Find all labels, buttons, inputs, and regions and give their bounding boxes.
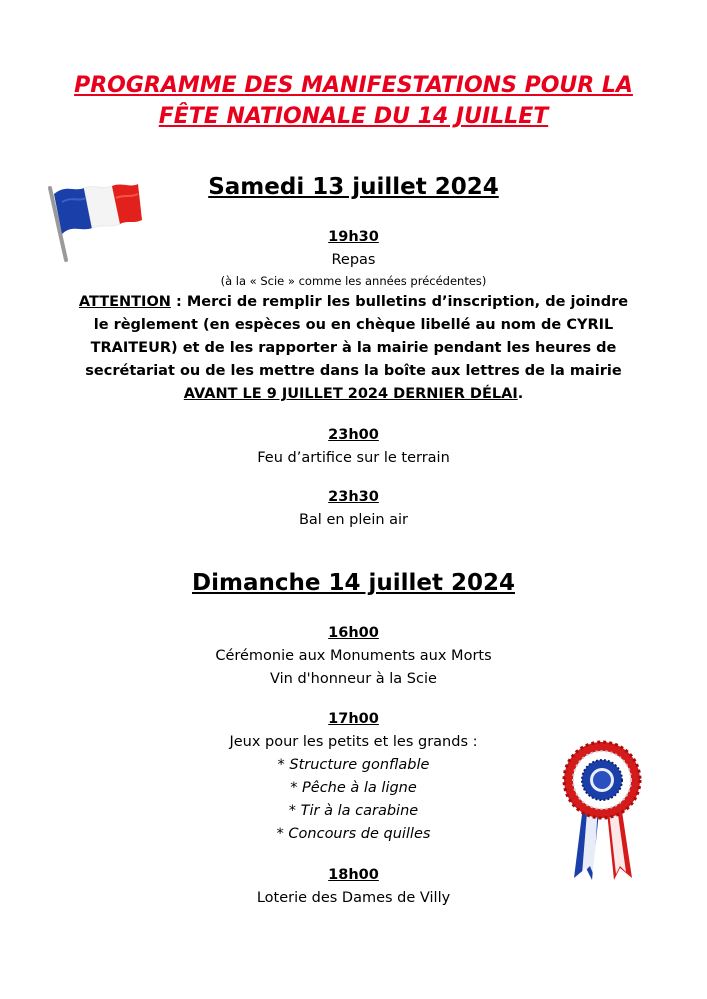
event-line-2: Vin d'honneur à la Scie xyxy=(270,671,437,687)
title-line-1: PROGRAMME DES MANIFESTATIONS POUR LA xyxy=(74,73,633,98)
attention-end: . xyxy=(517,386,524,402)
event-time: 18h00 xyxy=(328,867,379,883)
attention-deadline: AVANT LE 9 JUILLET 2024 DERNIER DÉLAI xyxy=(183,386,518,402)
attention-keyword: ATTENTION xyxy=(78,294,171,310)
list-item: * Concours de quilles xyxy=(276,826,431,842)
event-time: 23h00 xyxy=(328,427,379,443)
attention-line-3: TRAITEUR) et de les rapporter à la mairie pendant les heures de xyxy=(90,340,617,356)
event-label: Bal en plein air xyxy=(298,512,409,528)
list-item: * Pêche à la ligne xyxy=(290,780,417,796)
sunday-event-ceremony xyxy=(0,622,707,691)
attention-notice xyxy=(55,291,652,406)
rosette-icon xyxy=(562,740,642,885)
event-time: 17h00 xyxy=(328,711,379,727)
event-time: 19h30 xyxy=(328,229,379,245)
event-label: Loterie des Dames de Villy xyxy=(256,890,451,906)
list-item: * Structure gonflable xyxy=(277,757,430,773)
sunday-heading: Dimanche 14 juillet 2024 xyxy=(192,570,515,596)
attention-line-1: Merci de remplir les bulletins d’inscription, de joindre xyxy=(186,294,629,310)
list-item: * Tir à la carabine xyxy=(288,803,419,819)
saturday-event-ball xyxy=(0,486,707,532)
event-label: Feu d’artifice sur le terrain xyxy=(257,450,450,466)
event-label: Repas xyxy=(331,252,376,268)
saturday-heading: Samedi 13 juillet 2024 xyxy=(208,174,499,200)
event-time: 23h30 xyxy=(328,489,379,505)
saturday-event-dinner xyxy=(0,226,707,290)
attention-separator: : xyxy=(170,294,187,310)
title-line-2: FÊTE NATIONALE DU 14 JUILLET xyxy=(158,104,549,129)
attention-line-2: le règlement (en espèces ou en chèque libellé au nom de CYRIL xyxy=(93,317,614,333)
event-time: 16h00 xyxy=(328,625,379,641)
document-title xyxy=(20,70,687,132)
saturday-event-fireworks xyxy=(0,424,707,470)
event-label: Jeux pour les petits et les grands : xyxy=(229,734,478,750)
event-note: (à la « Scie » comme les années précédentes) xyxy=(220,274,487,288)
event-line-1: Cérémonie aux Monuments aux Morts xyxy=(215,648,492,664)
attention-line-4: secrétariat ou de les mettre dans la boîte aux lettres de la mairie xyxy=(85,363,622,379)
